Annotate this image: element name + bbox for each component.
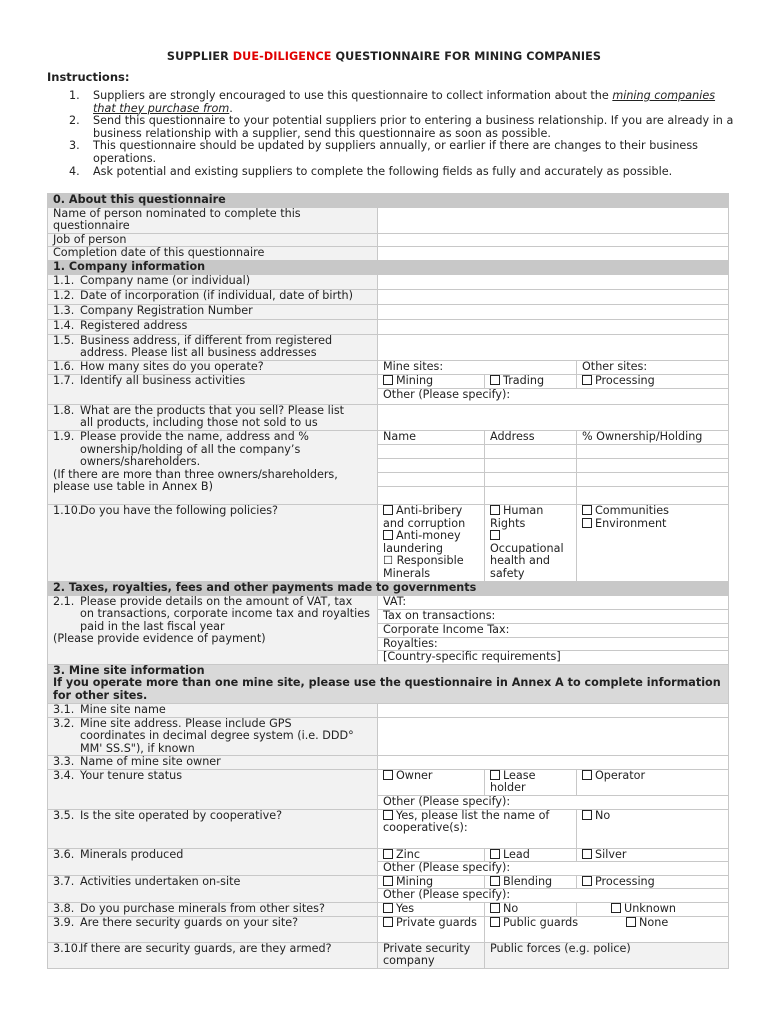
table-row: [48, 360, 729, 374]
checkbox-icon[interactable]: [582, 375, 592, 385]
owner-address-cell[interactable]: [485, 444, 577, 458]
checkbox-icon[interactable]: [383, 375, 393, 385]
table-row: [48, 875, 729, 889]
other-specify-field[interactable]: Other (Please specify):: [378, 796, 729, 810]
checkbox-option[interactable]: Private guards: [378, 916, 485, 942]
answer-field[interactable]: [378, 274, 729, 289]
checkbox-option[interactable]: Mining: [378, 875, 485, 889]
checkbox-icon[interactable]: [490, 375, 500, 385]
field-label: 3.7. Activities undertaken on-site: [48, 875, 378, 902]
instructions-list: [47, 90, 737, 178]
checkbox-icon[interactable]: [490, 530, 500, 540]
checkbox-option[interactable]: Blending: [485, 875, 577, 889]
table-row: [48, 504, 729, 581]
field-label: 1.9. Please provide the name, address and % ownership/holding of all the company’s owners/shareholders. (If there are more than three owners/shareholders, please use table in Annex B): [48, 430, 378, 504]
field-label: 3.8. Do you purchase minerals from other sites?: [48, 903, 378, 917]
checkbox-icon[interactable]: [582, 849, 592, 859]
field-label: 1.5. Business address, if different from registered address. Please list all business addresses: [48, 334, 378, 360]
field-label: 1.6. How many sites do you operate?: [48, 360, 378, 374]
checkbox-option[interactable]: Silver: [577, 848, 729, 862]
field-label: 3.3. Name of mine site owner: [48, 756, 378, 770]
checkbox-icon[interactable]: [626, 917, 636, 927]
field-label: 1.3. Company Registration Number: [48, 304, 378, 319]
instructions-heading: Instructions:: [47, 70, 130, 84]
column-header-ownership: % Ownership/Holding: [577, 430, 729, 444]
answer-field[interactable]: [378, 207, 729, 233]
checkbox-option[interactable]: Lead: [485, 848, 577, 862]
field-label: 3.6. Minerals produced: [48, 848, 378, 875]
field-label: 3.5. Is the site operated by cooperative?: [48, 809, 378, 848]
checkbox-icon[interactable]: [582, 770, 592, 780]
checkbox-icon[interactable]: [582, 876, 592, 886]
answer-field[interactable]: [378, 304, 729, 319]
field-label: Job of person: [48, 233, 378, 247]
document-title: SUPPLIER DUE-DILIGENCE QUESTIONNAIRE FOR MINING COMPANIES: [166, 50, 602, 63]
answer-field[interactable]: [378, 289, 729, 304]
policy-options-a[interactable]: Anti-bribery and corruption Anti-money laundering ☐ Responsible Minerals: [378, 504, 485, 581]
owner-ownership-cell[interactable]: [577, 458, 729, 472]
table-row: [48, 304, 729, 319]
answer-field[interactable]: [378, 319, 729, 334]
checkbox-option[interactable]: Processing: [577, 875, 729, 889]
field-label: 1.1. Company name (or individual): [48, 274, 378, 289]
table-row: [48, 233, 729, 247]
table-row: [48, 756, 729, 770]
field-label: Name of person nominated to complete this questionnaire: [48, 207, 378, 233]
checkbox-icon[interactable]: [490, 849, 500, 859]
owner-address-cell[interactable]: [485, 472, 577, 486]
other-specify-field[interactable]: Other (Please specify):: [378, 862, 729, 876]
mine-sites-field[interactable]: Mine sites:: [378, 360, 577, 374]
answer-field[interactable]: [378, 717, 729, 756]
owner-address-cell[interactable]: [485, 458, 577, 472]
table-row: [48, 848, 729, 862]
checkbox-option[interactable]: Processing: [577, 374, 729, 388]
checkbox-option[interactable]: Owner: [378, 769, 485, 795]
field-label: 3.9. Are there security guards on your site?: [48, 916, 378, 942]
section-heading: 3. Mine site information If you operate more than one mine site, please use the questionnaire in Annex A to complete information for other sites.: [48, 664, 729, 703]
section-heading: 2. Taxes, royalties, fees and other payments made to governments: [48, 581, 729, 595]
policy-options-b[interactable]: Human Rights Occupational health and safety: [485, 504, 577, 581]
owner-name-cell[interactable]: [378, 444, 485, 458]
field-label: 3.1. Mine site name: [48, 703, 378, 717]
owner-ownership-cell[interactable]: [577, 486, 729, 504]
checkbox-option[interactable]: Lease holder: [485, 769, 577, 795]
checkbox-icon[interactable]: [383, 903, 393, 913]
checkbox-option[interactable]: Mining: [378, 374, 485, 388]
vat-field[interactable]: VAT:: [378, 595, 729, 609]
owner-ownership-cell[interactable]: [577, 472, 729, 486]
field-label: 1.2. Date of incorporation (if individual, date of birth): [48, 289, 378, 304]
table-row: [48, 769, 729, 795]
checkbox-icon[interactable]: [490, 505, 500, 515]
answer-field[interactable]: [378, 703, 729, 717]
checkbox-icon[interactable]: [383, 530, 393, 540]
owner-ownership-cell[interactable]: [577, 444, 729, 458]
instruction-item: 2. Send this questionnaire to your potential suppliers prior to entering a business relationship. If you are already in a business relationship with a supplier, send this questionnaire as soon as possible.: [69, 114, 734, 140]
owner-name-cell[interactable]: [378, 472, 485, 486]
column-header-address: Address: [485, 430, 577, 444]
checkbox-icon[interactable]: [383, 849, 393, 859]
checkbox-icon[interactable]: [383, 770, 393, 780]
answer-option[interactable]: Private security company: [378, 942, 485, 968]
other-sites-field[interactable]: Other sites:: [577, 360, 729, 374]
checkbox-icon[interactable]: [383, 810, 393, 820]
answer-option[interactable]: Public forces (e.g. police): [485, 942, 729, 968]
checkbox-icon[interactable]: [611, 903, 621, 913]
owner-address-cell[interactable]: [485, 486, 577, 504]
checkbox-option[interactable]: Unknown: [577, 903, 729, 917]
checkbox-icon[interactable]: [582, 810, 592, 820]
checkbox-icon[interactable]: [383, 505, 393, 515]
owner-name-cell[interactable]: [378, 486, 485, 504]
answer-field[interactable]: [378, 233, 729, 247]
table-row: [48, 595, 729, 609]
table-row: [48, 717, 729, 756]
field-label: 3.2. Mine site address. Please include GPS coordinates in decimal degree system (i.e. DDD° MM' SS.S"), if known: [48, 717, 378, 756]
instruction-item: 1. Suppliers are strongly encouraged to use this questionnaire to collect information about the mining companies that they purchase from.: [69, 89, 716, 115]
checkbox-icon[interactable]: [582, 505, 592, 515]
table-row: [48, 247, 729, 261]
column-header-name: Name: [378, 430, 485, 444]
table-row: [48, 374, 729, 388]
checkbox-icon[interactable]: [490, 917, 500, 927]
table-row: [48, 319, 729, 334]
checkbox-icon[interactable]: [490, 876, 500, 886]
checkbox-option[interactable]: No: [485, 903, 577, 917]
table-row: [48, 274, 729, 289]
table-row: [48, 903, 729, 917]
answer-field[interactable]: [378, 756, 729, 770]
table-row: [48, 916, 729, 942]
table-row: [48, 942, 729, 968]
field-label: 2.1. Please provide details on the amount of VAT, tax on transactions, corporate income tax and royalties paid in the last fiscal year (Please provide evidence of payment): [48, 595, 378, 664]
mining-companies-link[interactable]: mining companies that they purchase from: [93, 89, 716, 115]
table-row: [48, 289, 729, 304]
owner-name-cell[interactable]: [378, 458, 485, 472]
section-heading: 0. About this questionnaire: [48, 194, 729, 208]
answer-field[interactable]: [378, 334, 729, 360]
field-label: 1.7. Identify all business activities: [48, 374, 378, 404]
tax-transactions-field[interactable]: Tax on transactions:: [378, 609, 729, 623]
field-label: 1.10.Do you have the following policies?: [48, 504, 378, 581]
title-highlight: DUE-DILIGENCE: [232, 50, 332, 63]
checkbox-icon[interactable]: [383, 917, 393, 927]
questionnaire-table: [47, 193, 729, 969]
checkbox-icon[interactable]: [383, 876, 393, 886]
field-label: 1.4. Registered address: [48, 319, 378, 334]
checkbox-option[interactable]: Yes: [378, 903, 485, 917]
table-row: [48, 334, 729, 360]
field-label: 1.8. What are the products that you sell? Please list all products, including those not sold to us: [48, 404, 378, 430]
table-row: [48, 809, 729, 848]
royalties-field[interactable]: Royalties:: [378, 637, 729, 651]
checkbox-option[interactable]: Trading: [485, 374, 577, 388]
checkbox-icon[interactable]: [582, 518, 592, 528]
other-specify-field[interactable]: Other (Please specify):: [378, 889, 729, 903]
table-row: [48, 430, 729, 444]
field-label: Completion date of this questionnaire: [48, 247, 378, 261]
answer-field[interactable]: [378, 404, 729, 430]
policy-options-c[interactable]: Communities Environment: [577, 504, 729, 581]
checkbox-option[interactable]: No: [577, 809, 729, 848]
country-requirements-field[interactable]: [Country-specific requirements]: [378, 651, 729, 665]
table-row: [48, 703, 729, 717]
field-label: 3.10.If there are security guards, are they armed?: [48, 942, 378, 968]
answer-field[interactable]: [378, 247, 729, 261]
checkbox-icon[interactable]: [490, 770, 500, 780]
checkbox-option[interactable]: Operator: [577, 769, 729, 795]
instruction-item: 3. This questionnaire should be updated by suppliers annually, or earlier if there are changes to their business operations.: [69, 139, 698, 165]
section-heading: 1. Company information: [48, 260, 729, 274]
table-row: [48, 207, 729, 233]
checkbox-option[interactable]: Zinc: [378, 848, 485, 862]
other-specify-field[interactable]: Other (Please specify):: [378, 388, 729, 404]
table-row: [48, 404, 729, 430]
checkbox-option[interactable]: Public guards None: [485, 916, 729, 942]
field-label: 3.4. Your tenure status: [48, 769, 378, 809]
corporate-tax-field[interactable]: Corporate Income Tax:: [378, 623, 729, 637]
checkbox-option[interactable]: Yes, please list the name of cooperative(s):: [378, 809, 577, 848]
instruction-item: 4. Ask potential and existing suppliers to complete the following fields as fully and accurately as possible.: [69, 164, 673, 178]
checkbox-icon[interactable]: [490, 903, 500, 913]
